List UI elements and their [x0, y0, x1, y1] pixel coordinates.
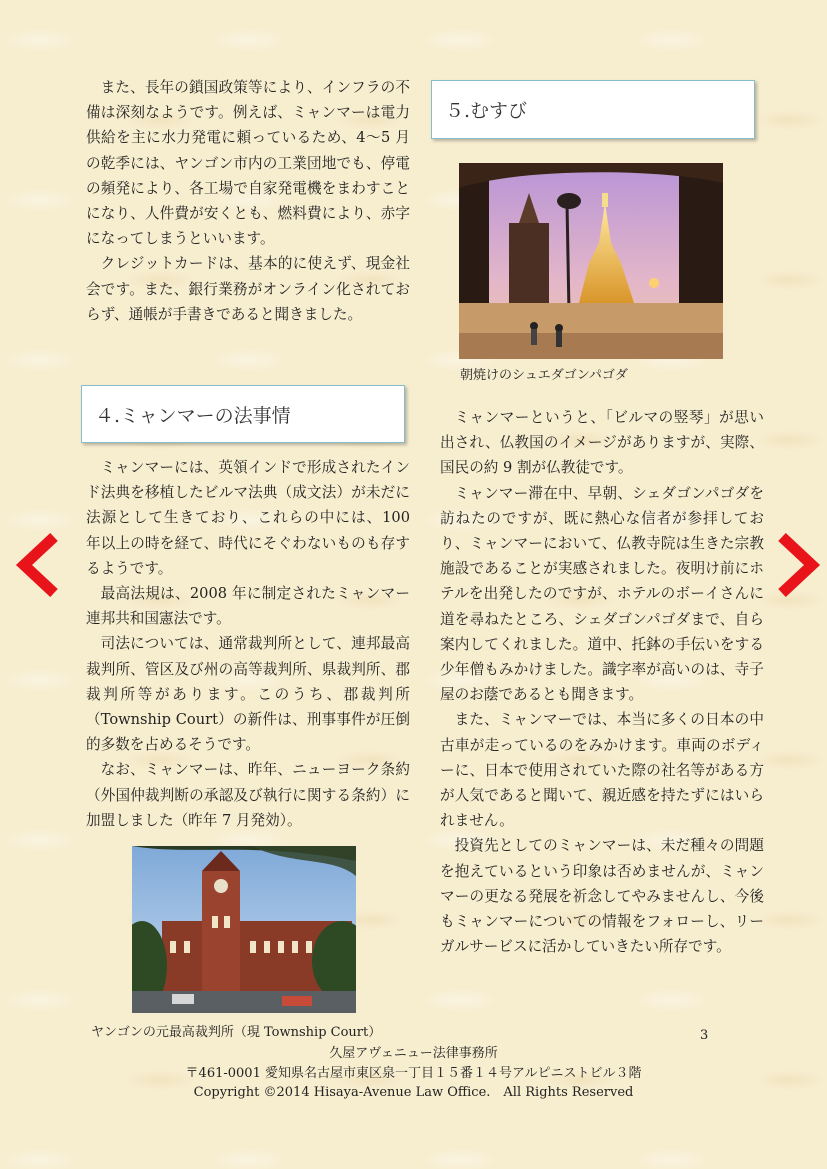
section-5-title: ５.むすび — [445, 100, 528, 122]
chevron-right-icon — [772, 533, 822, 597]
section-5-text — [440, 405, 764, 959]
body-paragraph: 最高法規は、2008 年に制定されたミャンマー連邦共和国憲法です。 — [86, 585, 410, 628]
section-4-heading — [81, 385, 405, 443]
footer-copyright: Copyright ©2014 Hisaya-Avenue Law Office. All Rights Reserved — [193, 1085, 634, 1100]
body-paragraph: 投資先としてのミャンマーは、未だ種々の問題を抱えているという印象は否めませんが、ミャンマーの更なる発展を祈念してやみませんし、今後もミャンマーについての情報をフォローし、リーガルサービスに活かしていきたい所存です。 — [440, 837, 764, 956]
body-paragraph: ミャンマー滞在中、早朝、シェダゴンパゴダを訪ねたのですが、既に熱心な信者が参拝しており、ミャンマーにおいて、仏教寺院は生きた宗教施設であることが実感されました。夜明け前にホテルを出発したのですが、ホテルのボーイさんに道を尋ねたところ、シェダゴンパゴダまで、自ら案内してくれました。道中、托鉢の手伝いをする少年僧もみかけました。識字率が高いのは、寺子屋のお蔭であるとも聞きます。 — [440, 484, 764, 704]
footer-firm-name: 久屋アヴェニュー法律事務所 — [329, 1046, 498, 1061]
page-number: 3 — [700, 1028, 709, 1043]
prev-page-arrow[interactable] — [14, 533, 64, 597]
pagoda-photo-caption: 朝焼けのシュエダゴンパゴダ — [460, 368, 628, 383]
body-paragraph: クレジットカードは、基本的に使えず、現金社会です。また、銀行業務がオンライン化されておらず、通帳が手書きであると聞きました。 — [86, 255, 410, 323]
court-building-photo — [132, 846, 356, 1013]
footer — [0, 1044, 827, 1103]
pagoda-photo — [459, 163, 723, 359]
court-photo-caption: ヤンゴンの元最高裁判所（現 Township Court） — [91, 1025, 382, 1040]
body-paragraph: ミャンマーには、英領インドで形成されたインド法典を移植したビルマ法典（成文法）が未だに法源として生きており、これらの中には、100 年以上の時を経て、時代にそぐわないものも存するようです。 — [86, 459, 410, 577]
body-paragraph: また、長年の鎖国政策等により、インフラの不備は深刻なようです。例えば、ミャンマーは電力供給を主に水力発電に頼っているため、4〜5 月の乾季には、ヤンゴン市内の工業団地でも、停電の頻発により、各工場で自家発電機をまわすことになり、人件費が安くとも、燃料費により、赤字になってしまうといいます。 — [86, 79, 410, 248]
section-4-title: ４.ミャンマーの法事情 — [95, 404, 291, 427]
footer-address: 〒461-0001 愛知県名古屋市東区泉一丁目１５番１４号アルピニストビル３階 — [185, 1065, 642, 1081]
body-paragraph: ミャンマーというと、「ビルマの竪琴」が思い出され、仏教国のイメージがありますが、実際、国民の約 9 割が仏教徒です。 — [440, 409, 764, 477]
section-4-text — [86, 455, 410, 833]
body-paragraph: また、ミャンマーでは、本当に多くの日本の中古車が走っているのをみかけます。車両のボディーに、日本で使用されていた際の社名等がある方が人気であると聞いて、親近感を持たずにはいられません。 — [440, 711, 764, 830]
section-5-heading — [431, 80, 755, 139]
chevron-left-icon — [14, 533, 64, 597]
body-paragraph: 司法については、通常裁判所として、連邦最高裁判所、管区及び州の高等裁判所、県裁判所、郡裁判所等があります。このうち、郡裁判所（Township Court）の新件は、刑事事件が圧倒的多数を占めるそうです。 — [86, 635, 410, 754]
left-intro-text — [86, 75, 410, 327]
next-page-arrow[interactable] — [772, 533, 822, 597]
body-paragraph: なお、ミャンマーは、昨年、ニューヨーク条約（外国仲裁判断の承認及び執行に関する条約）に加盟しました（昨年 7 月発効）。 — [86, 761, 410, 829]
